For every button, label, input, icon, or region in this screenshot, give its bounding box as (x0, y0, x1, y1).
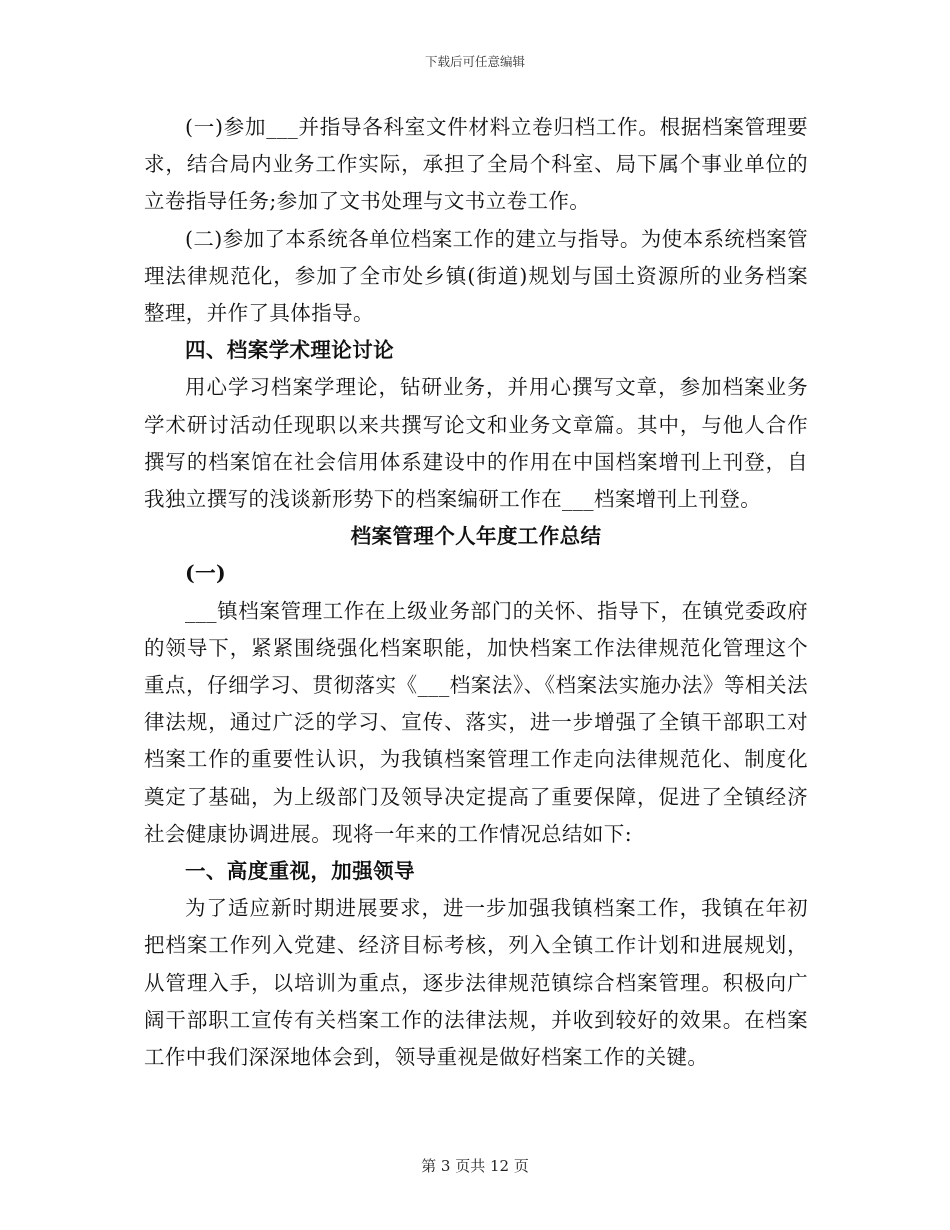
paragraph-1: (一)参加___并指导各科室文件材料立卷归档工作。根据档案管理要求，结合局内业务工作实际，承担了全局个科室、局下属个事业单位的立卷指导任务;参加了文书处理与文书立卷工作。 (144, 115, 808, 214)
section-heading-part-1: (一) (185, 561, 227, 586)
paragraph-4: ___镇档案管理工作在上级业务部门的关怀、指导下，在镇党委政府的领导下，紧紧围绕强化档案职能，加快档案工作法律规范化管理这个重点，仔细学习、贯彻落实《___档案法》、《档案法实施办法》等相关法律法规，通过广泛的学习、宣传、落实，进一步增强了全镇干部职工对档案工作的重要性认识，为我镇档案管理工作走向法律规范化、制度化奠定了基础，为上级部门及领导决定提高了重要保障，促进了全镇经济社会健康协调进展。现将一年来的工作情况总结如下: (144, 598, 808, 846)
section-heading-4: 四、档案学术理论讨论 (185, 338, 394, 363)
document-title: 档案管理个人年度工作总结 (350, 524, 602, 549)
paragraph-2: (二)参加了本系统各单位档案工作的建立与指导。为使本系统档案管理法律规范化，参加了全市处乡镇(街道)规划与国土资源所的业务档案整理，并作了具体指导。 (144, 226, 808, 326)
page-header: 下载后可任意编辑 (424, 54, 525, 69)
paragraph-5: 为了适应新时期进展要求，进一步加强我镇档案工作，我镇在年初把档案工作列入党建、经济目标考核，列入全镇工作计划和进展规划，从管理入手，以培训为重点，逐步法律规范镇综合档案管理。积极向广阔干部职工宣传有关档案工作的法律法规，并收到较好的效果。在档案工作中我们深深地体会到，领导重视是做好档案工作的关键。 (144, 896, 808, 1070)
section-heading-1: 一、高度重视，加强领导 (185, 859, 415, 884)
paragraph-3: 用心学习档案学理论，钻研业务，并用心撰写文章，参加档案业务学术研讨活动任现职以来共撰写论文和业务文章篇。其中，与他人合作撰写的档案馆在社会信用体系建设中的作用在中国档案增刊上刊登，自我独立撰写的浅谈新形势下的档案编研工作在___档案增刊上刊登。 (144, 375, 808, 512)
document-body (144, 109, 808, 1076)
page-footer: 第 3 页共 12 页 (421, 1157, 529, 1175)
